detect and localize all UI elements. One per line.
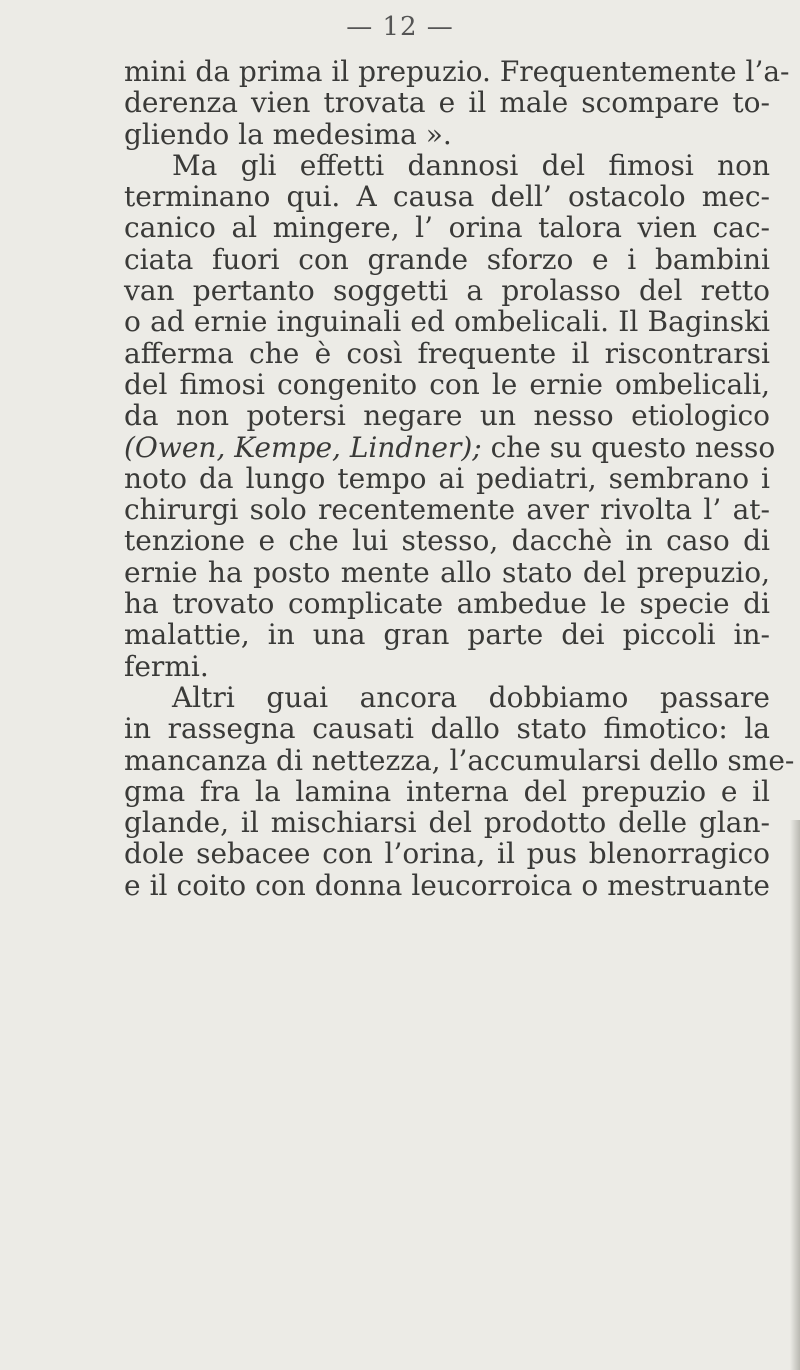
text-line: Ma gli effetti dannosi del fimosi non [172,148,770,182]
text-line: dole sebacee con l’orina, il pus blenorragico [124,837,770,871]
text-line: tenzione e che lui stesso, dacchè in caso di [124,524,770,558]
text-line: canico al mingere, l’ orina talora vien cac- [124,211,770,245]
text-line: chirurgi solo recentemente aver rivolta l’ at- [124,493,770,527]
text-line: mini da prima il prepuzio. Frequentemente l’a- [124,55,790,88]
text-line: del fimosi congenito con le ernie ombelicali, [124,367,770,401]
body-text [124,55,795,902]
text-line: in rassegna causati dallo stato fimotico: la [124,712,770,746]
text-line: van pertanto soggetti a prolasso del retto [124,274,770,308]
text-line: gma fra la lamina interna del prepuzio e il [124,774,770,808]
text-line: mancanza di nettezza, l’accumularsi dello sme- [124,743,795,777]
text-line: da non potersi negare un nesso etiologico [124,399,770,433]
text-line-citation [124,430,776,464]
text-line: e il coito con donna leucorroica o mestruante [124,868,770,902]
text-line: ciata fuori con grande sforzo e i bambini [124,242,770,276]
text-line: fermi. [124,649,209,683]
text-line: ernie ha posto mente allo stato del prepuzio, [124,555,770,589]
text-line: o ad ernie inguinali ed ombelicali. Il Baginski [124,305,770,339]
text-line: terminano qui. A causa dell’ ostacolo mec- [124,180,770,214]
text-line: noto da lungo tempo ai pediatri, sembrano i [124,461,770,495]
text-line: glande, il mischiarsi del prodotto delle glan- [124,806,770,840]
text-line: gliendo la medesima ». [124,117,452,151]
italic-citation: (Owen, Kempe, Lindner); [124,430,482,464]
text-line: Altri guai ancora dobbiamo passare [172,680,770,714]
page-edge-shadow [790,820,800,1370]
text-line: derenza vien trovata e il male scompare to- [124,86,770,120]
text-line: afferma che è così frequente il riscontrarsi [124,336,770,370]
citation-line-rest: che su questo nesso [490,430,776,464]
page-number: — 12 — [346,12,454,42]
text-line: ha trovato complicate ambedue le specie di [124,587,770,621]
text-line: malattie, in una gran parte dei piccoli in- [124,618,770,652]
